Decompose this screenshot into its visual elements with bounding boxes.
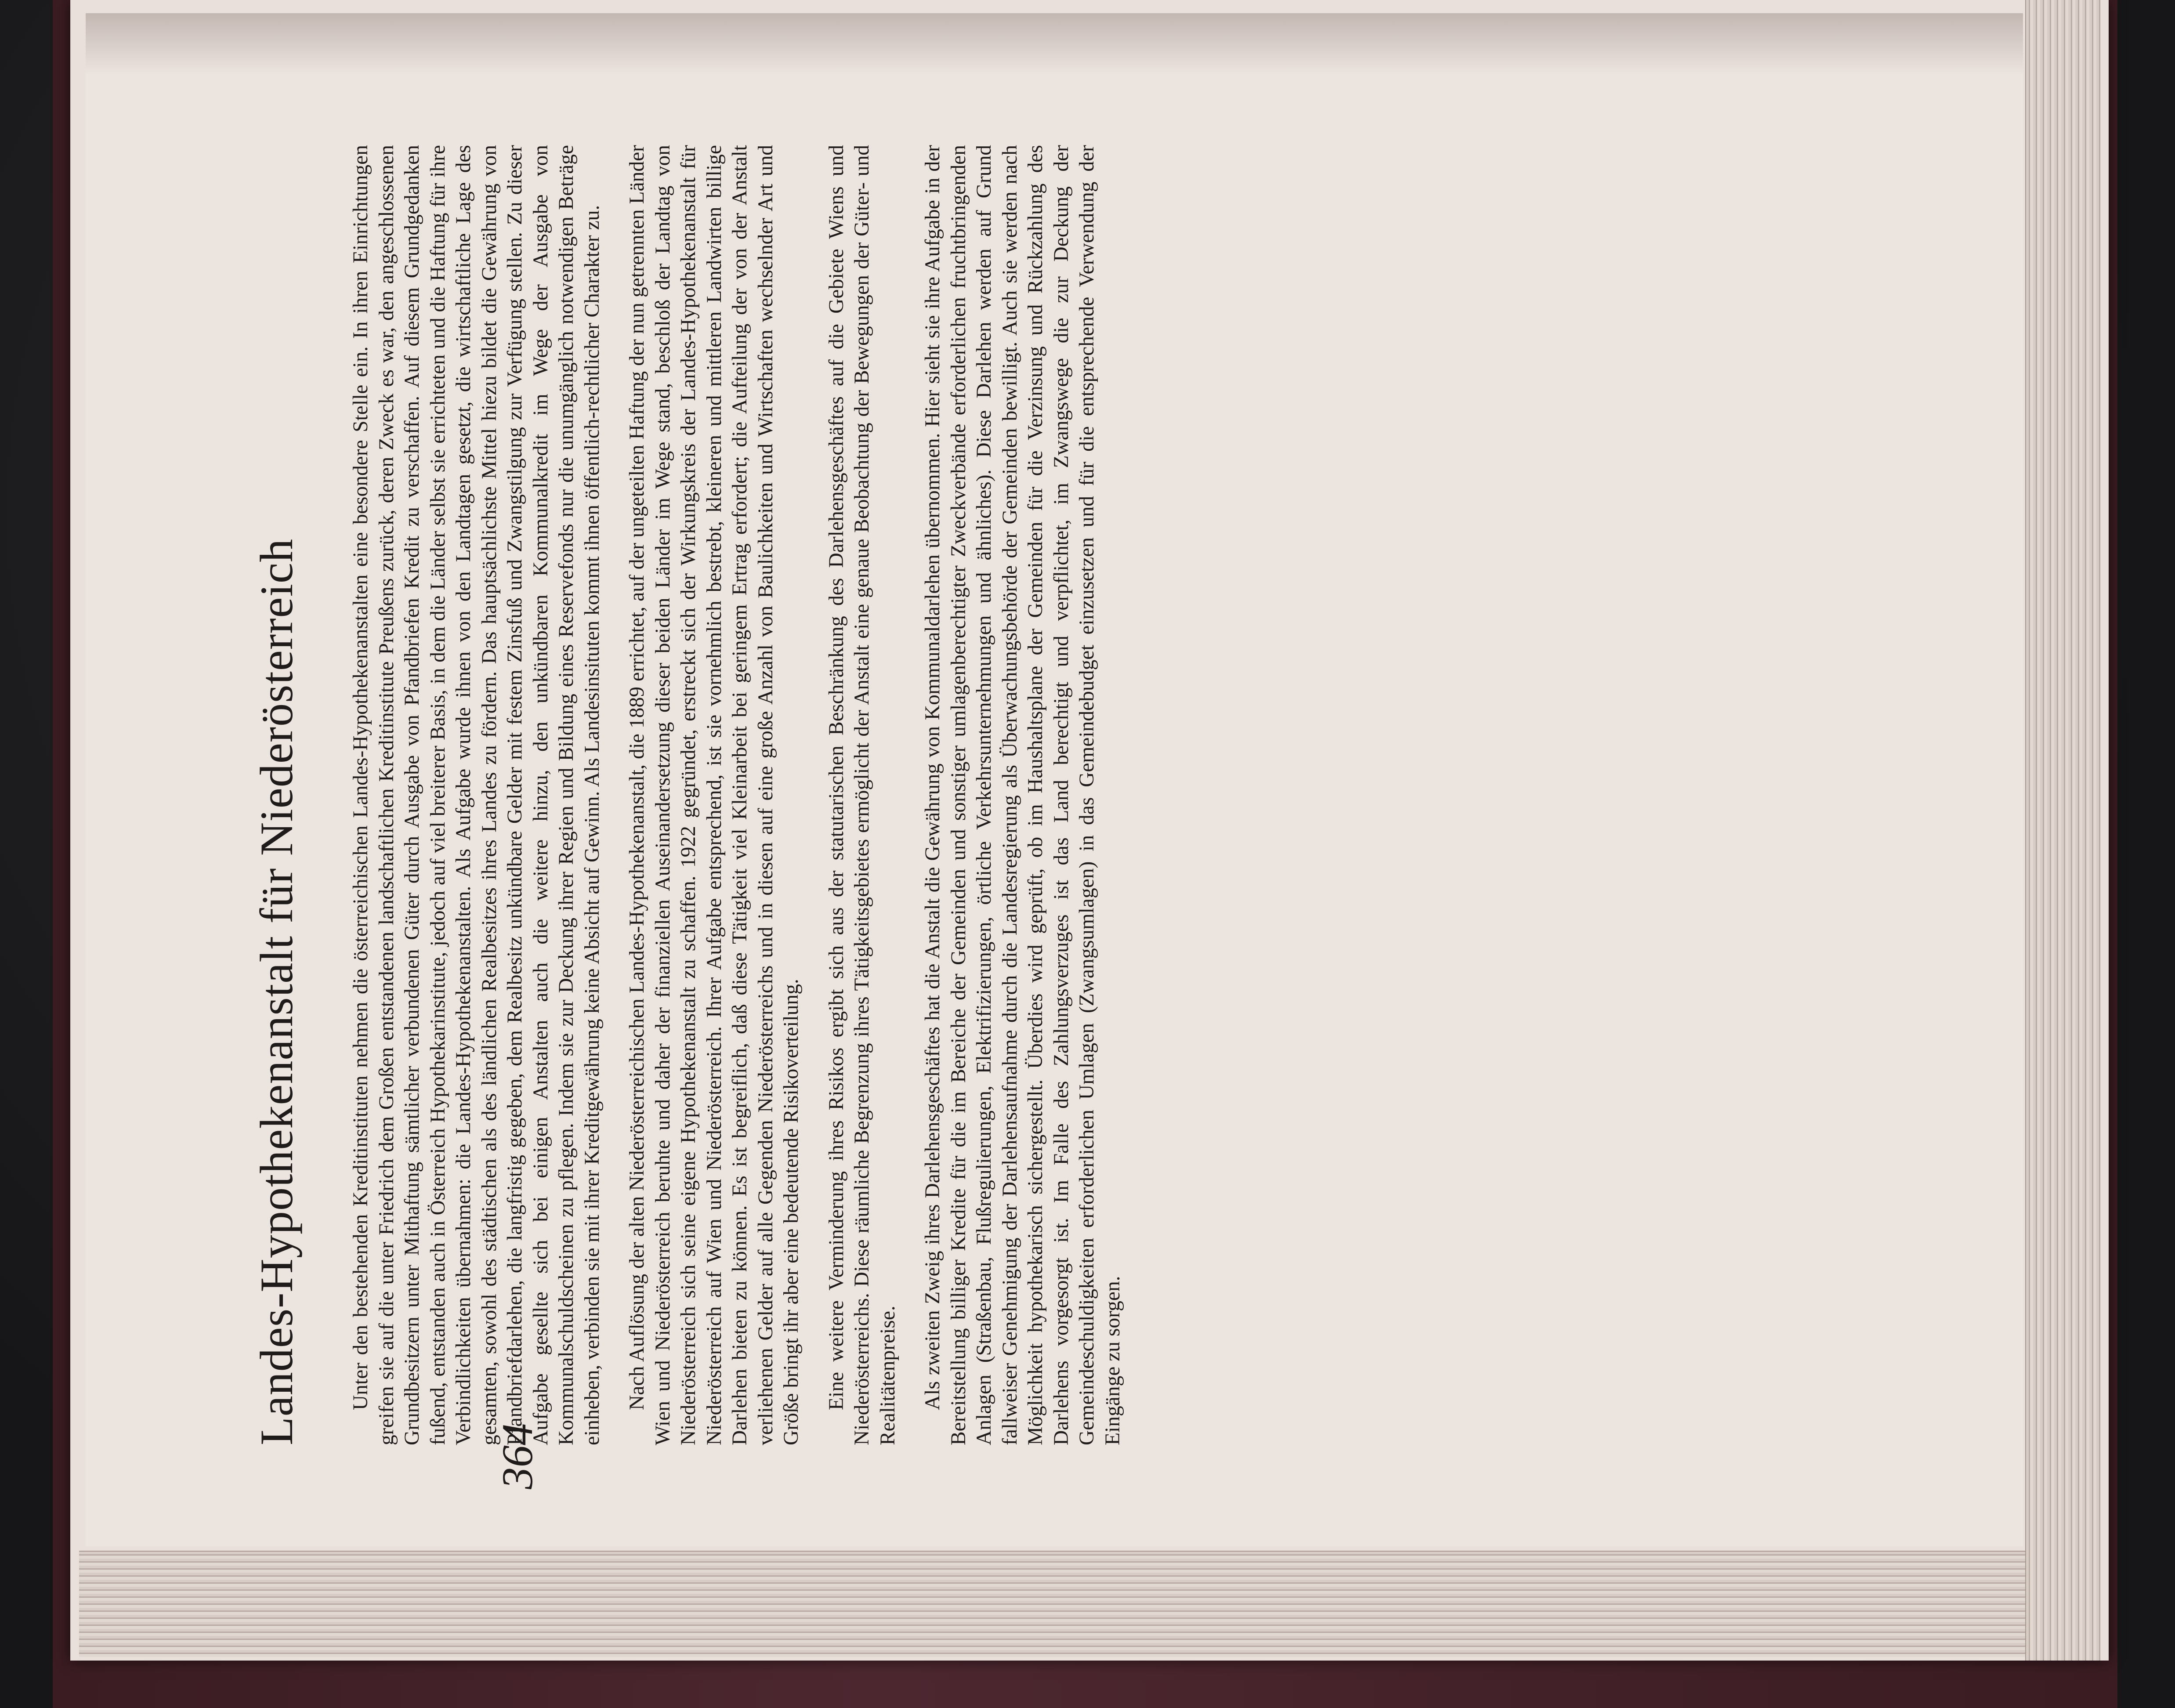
gutter-shadow (86, 13, 2023, 75)
paragraph-4: Als zweiten Zweig ihres Darlehensgeschäftes hat die Anstalt die Gewährung von Kommunaldarlehen übernommen. Hier sieht sie ihre Aufgabe in der Bereitstellung billiger Kredite für die im Bereiche der Gemeinden und sonstiger umlagenberechtigter Zweckverbände erforderlichen fruchtbringenden Anlagen (Straßenbau, Flußregulierungen, Elektrifizierungen, örtliche Verkehrsunternehmungen und ähnliches). Diese Darlehen werden auf Grund fallweiser Genehmigung der Darlehensaufnahme durch die Landesregierung als Überwachungsbehörde der Gemeinden bewilligt. Auch sie werden nach Möglichkeit hypothekarisch sichergestellt. Überdies wird geprüft, ob im Haushaltsplane der Gemeinden für die Verzinsung und Rückzahlung des Darlehens vorgesorgt ist. Im Falle des Zahlungsverzuges ist das Land berechtigt und verpflichtet, im Zwangswege die zur Deckung der Gemeindeschuldigkeiten erforderlichen Umlagen (Zwangsumlagen) in das Gemeindebudget einzusetzen und für die entsprechende Verwendung der Eingänge zu sorgen. (921, 145, 1124, 1445)
page-number: 364 (493, 1423, 542, 1489)
page-edges-right (2025, 0, 2101, 1661)
rotated-text-block (246, 145, 1828, 1445)
page-title: Landes-Hypothekenanstalt für Niederösterreich (251, 538, 302, 1445)
page-edges-bottom (79, 1551, 2100, 1657)
paragraph-1: Unter den bestehenden Kreditinstituten nehmen die österreichischen Landes-Hypothekenanstalten eine besondere Stelle ein. In ihren Einrichtungen greifen sie auf die unter Friedrich dem Großen entstandenen landschaftlichen Kreditinstitute Preußens zurück, deren Zweck es war, den angeschlossenen Grundbesitzern unter Mithaftung sämtlicher verbundenen Güter durch Ausgabe von Pfandbriefen Kredit zu verschaffen. Auf diesem Grundgedanken fußend, entstanden auch in Österreich Hypothekarinstitute, jedoch auf viel breiterer Basis, in dem die Länder selbst sie errichteten und die Haftung für ihre Verbindlichkeiten übernahmen: die Landes-Hypothekenanstalten. Als Aufgabe wurde ihnen von den Landtagen gesetzt, die wirtschaftliche Lage des gesamten, sowohl des städtischen als des ländlichen Realbesitzes ihres Landes zu fördern. Das hauptsächlichste Mittel hiezu bildet die Gewährung von Pfandbriefdarlehen, die langfristig gegeben, dem Realbesitz unkündbare Gelder mit festem Zinsfuß und Zwangstilgung zur Verfügung stellen. Zu dieser Aufgabe gesellte sich bei einigen Anstalten auch die weitere hinzu, den unkündbaren Kommunalkredit im Wege der Ausgabe von Kommunalschuldscheinen zu pflegen. Indem sie zur Deckung ihrer Regien und Bildung eines Reservefonds nur die unumgänglich notwendigen Beträge einheben, verbinden sie mit ihrer Kreditgewährung keine Absicht auf Gewinn. Als Landesinsituten kommt ihnen öffentlich-rechtlicher Charakter zu. (349, 145, 604, 1445)
paragraph-2: Nach Auflösung der alten Niederösterreichischen Landes-Hypothekenanstalt, die 1889 errichtet, auf der ungeteilten Haftung der nun getrennten Länder Wien und Niederösterreich beruhte und daher der finanziellen Auseinandersetzung dieser beiden Länder im Wege stand, beschloß der Landtag von Niederösterreich sich seine eigene Hypothekenanstalt zu schaffen. 1922 gegründet, erstreckt sich der Wirkungskreis der Landes-Hypothekenanstalt für Niederösterreich auf Wien und Niederösterreich. Ihrer Aufgabe entsprechend, ist sie vornehmlich bestrebt, kleineren und mittleren Landwirten billige Darlehen bieten zu können. Es ist begreiflich, daß diese Tätigkeit viel Kleinarbeit bei geringem Ertrag erfordert; die Aufteilung der von der Anstalt verliehenen Gelder auf alle Gegenden Niederösterreichs und in diesen auf eine große Anzahl von Baulichkeiten und Wirtschaften wechselnder Art und Größe bringt ihr aber eine bedeutende Risikoverteilung. (626, 145, 803, 1445)
body-text (348, 145, 1125, 1445)
paragraph-3: Eine weitere Verminderung ihres Risikos ergibt sich aus der statutarischen Beschränkung des Darlehensgeschäftes auf die Gebiete Wiens und Niederösterreichs. Diese räumliche Begrenzung ihres Tätigkeitsgebietes ermöglicht der Anstalt eine genaue Beobachtung der Bewegungen der Güter- und Realitätenpreise. (825, 145, 899, 1445)
